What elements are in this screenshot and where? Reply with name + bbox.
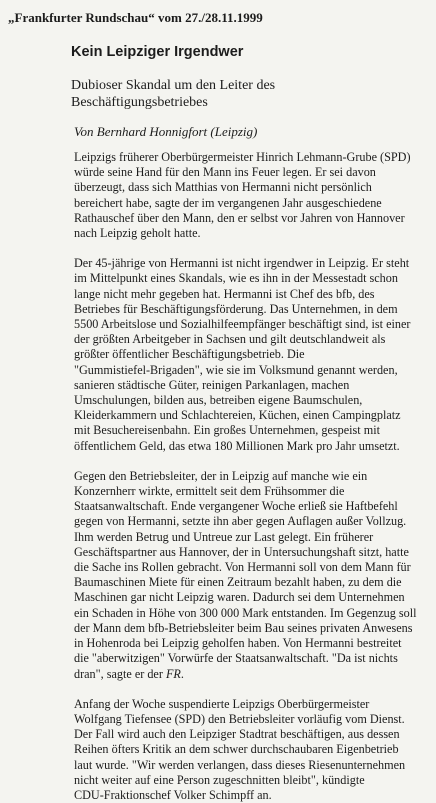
- article-byline: Von Bernhard Honnigfort (Leipzig): [74, 124, 258, 139]
- article-paragraph-1: Leipzigs früherer Oberbürgermeister Hinrich Lehmann-Grube (SPD) würde seine Hand für den Mann ins Feuer legen. Er sei davon überzeugt, dass sich Matthias von Hermanni nicht persönlich bereichert habe, sagte der im vergangenen Jahr ausgeschiedene Rathauschef über den Mann, den er selbst vor Jahren von Hannover nach Leipzig geholt hatte.: [74, 150, 411, 241]
- article-headline: Kein Leipziger Irgendwer: [71, 44, 244, 60]
- newspaper-abbreviation: FR: [165, 666, 181, 681]
- article-paragraph-3-text: Gegen den Betriebsleiter, der in Leipzig auf manche wie ein Konzernherr wirkte, ermittelt seit dem Frühsommer die Staatsanwaltschaft. Ende vergangener Woche erließ sie Haftbefehl gegen von Hermanni, setzte ihn aber gegen Auflagen außer Vollzug. Ihm werden Betrug und Untreue zur Last gelegt. Ein früherer Geschäftspartner aus Hannover, der in Untersuchungshaft sitzt, hatte die Sache ins Rollen gebracht. Von Hermanni soll von dem Mann für Baumaschinen Miete für einen Zeitraum bezahlt haben, zu dem die Maschinen gar nicht Leipzig waren. Dadurch sei dem Unternehmen ein Schaden in Höhe von 300 000 Mark entstanden. Im Gegenzug soll der Mann dem bfb-Betriebsleiter beim Bau seines privaten Anwesens in Hohenroda bei Leipzig geholfen haben. Von Hermanni bestreitet die "aberwitzigen" Vorwürfe der Staatsanwaltschaft. "Da ist nichts dran", sagte er der: [74, 468, 417, 681]
- article-subheadline: Dubioser Skandal um den Leiter des Beschäftigungsbetriebes: [71, 78, 276, 110]
- article-body: [74, 150, 430, 803]
- article-paragraph-2: Der 45-jährige von Hermanni ist nicht irgendwer in Leipzig. Er steht im Mittelpunkt eines Skandals, wie es ihn in der Messestadt schon lange nicht mehr gegeben hat. Hermanni ist Chef des bfb, des Betriebes für Beschäftigungsförderung. Das Unternehmen, in dem 5500 Arbeitslose und Sozialhilfeempfänger beschäftigt sind, ist einer der größten Arbeitgeber in Sachsen und gilt deutschlandweit als größter öffentlicher Beschäftigungsbetrieb. Die "Gummistiefel-Brigaden", wie sie im Volksmund genannt werden, sanieren städtische Güter, reinigen Parkanlagen, machen Umschulungen, bilden aus, betreiben eigene Baumschulen, Kleiderkammern und Schlachtereien, Küchen, einen Campingplatz mit Besuchereisenbahn. Ein großes Unternehmen, gespeist mit öffentlichem Geld, das etwa 180 Millionen Mark pro Jahr umsetzt.: [74, 256, 411, 453]
- article-paragraph-4: Anfang der Woche suspendierte Leipzigs Oberbürgermeister Wolfgang Tiefensee (SPD) den Betriebsleiter vorläufig vom Dienst. Der Fall wird auch den Leipziger Stadtrat beschäftigen, aus dessen Reihen öfters Kritik an dem schwer durchschaubaren Eigenbetrieb laut wurde. "Wir werden verlangen, dass dieses Riesenunternehmen nicht weiter auf eine Person zugeschnitten bleibt", kündigte CDU-Fraktionschef Volker Schimpff an.: [74, 696, 406, 802]
- newspaper-source-line: „Frankfurter Rundschau“ vom 27./28.11.1999: [8, 10, 263, 25]
- article-paragraph-3: [74, 469, 430, 682]
- paragraph-3-period: .: [180, 666, 184, 681]
